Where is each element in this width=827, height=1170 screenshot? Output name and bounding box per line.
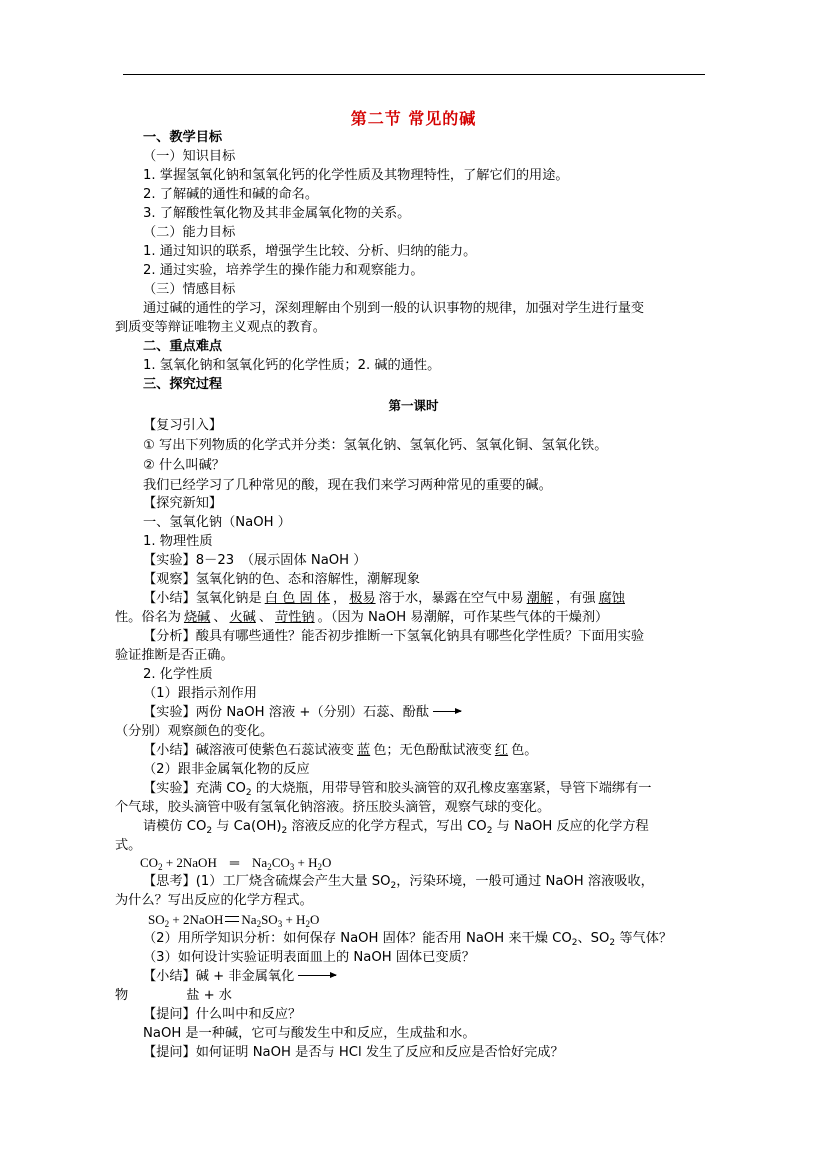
section-heading-goals: 一、教学目标: [143, 130, 223, 145]
blank-corrosive: 腐蚀: [598, 591, 625, 606]
observation-text: 【观察】氢氧化钠的色、态和溶解性，潮解现象: [143, 572, 420, 587]
lesson-title: 第一课时: [388, 398, 439, 413]
section-heading-process: 三、探究过程: [143, 377, 223, 392]
review-question-1: ① 写出下列物质的化学式并分类：氢氧化钠、氢氧化钙、氢氧化铜、氢氧化铁。: [143, 438, 608, 453]
naoh-heading: 一、氢氧化钠（NaOH ）: [143, 515, 291, 530]
chemical-properties-heading: 2. 化学性质: [143, 667, 213, 682]
blank-color-state: 白 色 固 体: [264, 591, 331, 606]
think-line-2: 为什么？写出反应的化学方程式。: [115, 893, 313, 908]
analysis-line-2: 验证推断是否正确。: [115, 648, 234, 663]
ability-goal-heading: （二）能力目标: [143, 225, 236, 240]
arrow-icon: [298, 975, 336, 976]
question-naoh-hcl: 【提问】如何证明 NaOH 是否与 HCl 发生了反应和反应是否恰好完成？: [143, 1045, 564, 1060]
oxide-summary-line-1: 【小结】碱 + 非金属氧化: [143, 967, 336, 986]
review-question-2: ② 什么叫碱？: [143, 458, 225, 473]
knowledge-goal-3: 3. 了解酸性氧化物及其非金属氧化物的关系。: [143, 206, 411, 221]
experiment-8-23: 【实验】8－23 （展示固体 NaOH ）: [143, 553, 367, 568]
think-line-1: 【思考】(1）工厂烧含硫煤会产生大量 $SO_2$，污染环境，一般可通过 NaOH 溶液吸收，: [143, 874, 654, 891]
equation-co2-naoh: $CO_2$ + 2NaOH ═ $Na_2CO_3 + H_2O$: [140, 855, 332, 872]
emotion-goal-line-2: 到质变等辩证唯物主义观点的教育。: [115, 320, 326, 335]
section-heading-keypoints: 二、重点难点: [143, 339, 223, 354]
equation-so2-naoh: $SO_2$ + 2NaOH $Na_2SO_3 + H_2O$: [148, 912, 320, 929]
imitate-equation-line-2: 式。: [115, 838, 142, 853]
ability-goal-1: 1. 通过知识的联系，增强学生比较、分析、归纳的能力。: [143, 244, 477, 259]
blank-blue: 蓝: [357, 743, 371, 758]
explore-label: 【探究新知】: [143, 496, 223, 511]
indicator-observe: （分别）观察颜色的变化。: [115, 724, 274, 739]
summary-physical-line-1: 【小结】氢氧化钠是 白 色 固 体 ， 极易 溶于水，暴露在空气中易 潮解 ，有强 腐蚀: [143, 589, 628, 608]
co2-experiment-line-1: 【实验】充满 $CO_2$ 的大烧瓶，用带导管和胶头滴管的双孔橡皮塞塞紧，导管下端绑有一: [143, 781, 652, 798]
indicator-subheading: （1）跟指示剂作用: [143, 686, 257, 701]
indicator-experiment: 【实验】两份 NaOH 溶液 +（分别）石蕊、酚酞: [143, 703, 461, 722]
think-question-3: （3）如何设计实验证明表面皿上的 NaOH 固体已变质？: [143, 950, 475, 965]
blank-common-name-3: 苛性钠: [275, 610, 315, 625]
think-question-2: （2）用所学知识分析：如何保存 NaOH 固体？能否用 NaOH 来干燥 $CO_2$、$SO_2$ 等气体？: [143, 931, 673, 948]
intro-text: 我们已经学习了几种常见的酸，现在我们来学习两种常见的重要的碱。: [143, 478, 552, 493]
emotion-goal-heading: （三）情感目标: [143, 282, 236, 297]
blank-solubility: 极易: [349, 591, 376, 606]
summary-physical-line-2: 性。俗名为 烧碱 、 火碱 、 苛性钠 。（因为 NaOH 易潮解，可作某些气体的干燥剂）: [115, 610, 609, 625]
keypoints-text: 1. 氢氧化钠和氢氧化钙的化学性质；2. 碱的通性。: [143, 358, 441, 373]
analysis-line-1: 【分析】酸具有哪些通性？能否初步推断一下氢氧化钠具有哪些化学性质？下面用实验: [143, 629, 645, 644]
answer-neutralization: NaOH 是一种碱，它可与酸发生中和反应，生成盐和水。: [143, 1026, 476, 1041]
question-neutralization: 【提问】什么叫中和反应？: [143, 1007, 302, 1022]
co2-experiment-line-2: 个气球，胶头滴管中吸有氢氧化钠溶液。挤压胶头滴管，观察气球的变化。: [115, 800, 551, 815]
ability-goal-2: 2. 通过实验，培养学生的操作能力和观察能力。: [143, 263, 424, 278]
blank-red: 红: [494, 743, 509, 758]
imitate-equation-line-1: 请模仿 $CO_2$ 与 $Ca(OH)_2$ 溶液反应的化学方程式，写出 $CO_2$ 与 NaOH 反应的化学方程: [143, 819, 649, 836]
physical-properties-heading: 1. 物理性质: [143, 534, 213, 549]
oxide-summary-line-2: 物 盐 + 水: [115, 988, 232, 1003]
blank-deliquescence: 潮解: [526, 591, 554, 606]
emotion-goal-line-1: 通过碱的通性的学习，深刻理解由个别到一般的认识事物的规律，加强对学生进行量变: [143, 301, 645, 316]
header-rule: [123, 74, 705, 75]
knowledge-goal-1: 1. 掌握氢氧化钠和氢氧化钙的化学性质及其物理特性，了解它们的用途。: [143, 168, 569, 183]
knowledge-goal-2: 2. 了解碱的通性和碱的命名。: [143, 187, 319, 202]
knowledge-goal-heading: （一）知识目标: [143, 149, 236, 164]
page-title: 第二节 常见的碱: [350, 109, 477, 128]
indicator-summary: 【小结】碱溶液可使紫色石蕊试液变 蓝 色；无色酚酞试液变 红 色。: [143, 743, 538, 758]
blank-common-name-2: 火碱: [229, 610, 256, 625]
arrow-icon: [433, 711, 461, 712]
equals-sign-icon: [225, 916, 239, 922]
blank-common-name-1: 烧碱: [183, 610, 211, 625]
review-label: 【复习引入】: [143, 418, 223, 433]
oxide-subheading: （2）跟非金属氧化物的反应: [143, 762, 310, 777]
